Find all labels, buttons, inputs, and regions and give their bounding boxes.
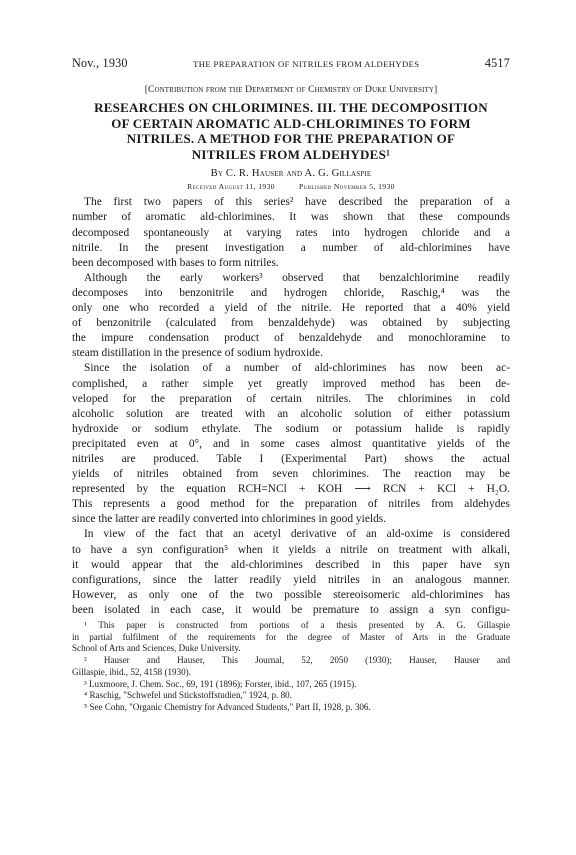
title-line: NITRILES. A METHOD FOR THE PREPARATION OF	[126, 131, 456, 147]
body-text	[72, 195, 510, 618]
text-line: only one who recorded a yield of the nitrile. He reported that a 40% yield	[72, 302, 510, 315]
byline: By C. R. Hauser and A. G. Gillaspie	[210, 168, 372, 180]
text-line: decomposes into benzonitrile and hydrogen chloride, Raschig,⁴ was the	[72, 286, 510, 299]
text-line: to have a syn configuration⁵ when it yields a nitrile on treatment with alkali,	[72, 543, 510, 556]
text-line: steam distillation in the presence of sodium hydroxide.	[72, 347, 323, 360]
page-number: 4517	[484, 56, 510, 70]
text-line: nitriles are produced. Table I (Experimental Part) shows the actual	[72, 452, 510, 465]
text-line: In view of the fact that an acetyl derivative of an ald-oxime is considered	[84, 528, 510, 541]
title-line: NITRILES FROM ALDEHYDES¹	[191, 146, 391, 162]
text-line: yields of nitriles obtained from seven chlorimines. The reaction may be	[72, 468, 510, 481]
text-line: veloped for the preparation of certain nitriles. The chlorimines in cold	[72, 392, 510, 405]
footnote	[72, 620, 510, 655]
text-line: the impure condensation product of benzaldehyde and monochloramine to	[72, 332, 510, 345]
footnote-line: ⁴ Raschig, "Schwefel und Stickstoffstudien," 1924, p. 80.	[84, 690, 292, 701]
title-line: OF CERTAIN AROMATIC ALD-CHLORIMINES TO FORM	[111, 115, 471, 131]
footnote	[72, 655, 510, 678]
text-line: since the latter are readily converted into chlorimines in good yields.	[72, 513, 387, 526]
footnote-line: in partial fulfilment of the requirements for the degree of Master of Arts in the Graduate	[72, 631, 510, 642]
text-line: been decomposed with bases to form nitriles.	[72, 256, 279, 269]
title-line: RESEARCHES ON CHLORIMINES. III. THE DECOMPOSITION	[94, 100, 488, 115]
department-line: [Contribution from the Department of Chemistry of Duke University]	[144, 84, 438, 95]
published-date: Published November 5, 1930	[299, 182, 395, 192]
text-line: it would appear that the ald-chlorimines described in this paper have syn	[72, 558, 510, 571]
text-line: Since the isolation of a number of ald-chlorimines has now been ac-	[84, 362, 510, 375]
received-date: Received August 11, 1930	[187, 182, 275, 192]
footnote-line: School of Arts and Sciences, Duke University.	[72, 643, 241, 654]
text-line: decomposed spontaneously at varying rates into hydrogen chloride and a	[72, 226, 510, 239]
text-line: This represents a good method for the preparation of nitriles from aldehydes	[72, 498, 510, 511]
text-line: configurations, since the latter readily yield nitriles in an analogous manner.	[72, 573, 510, 586]
footnote-line: Gillaspie, ibid., 52, 4158 (1930).	[72, 666, 191, 677]
text-line: nitrile. In the present investigation a number of ald-chlorimines have	[72, 241, 510, 254]
text-line: The first two papers of this series² have described the preparation of a	[84, 196, 510, 209]
footnote-line: ⁵ See Cohn, "Organic Chemistry for Advanced Students," Part II, 1928, p. 306.	[84, 701, 371, 712]
footnote	[72, 702, 510, 714]
footnote-line: ² Hauser and Hauser, This Journal, 52, 2050 (1930); Hauser, Hauser and	[84, 655, 510, 666]
footnote-line: ¹ This paper is constructed from portions of a thesis presented by A. G. Gillaspie	[84, 620, 510, 630]
dates-line	[72, 182, 510, 191]
paragraph	[72, 271, 510, 362]
text-line: number of aromatic ald-chlorimines. It was shown that these compounds	[72, 211, 510, 224]
issue-date: Nov., 1930	[72, 56, 128, 70]
footnotes	[72, 620, 510, 714]
paragraph	[72, 195, 510, 270]
paragraph	[72, 361, 510, 527]
journal-page	[72, 56, 510, 714]
text-line: of benzonitrile (calculated from benzaldehyde) was obtained by subjecting	[72, 317, 510, 330]
footnote	[72, 679, 510, 691]
text-line: Although the early workers³ observed that benzalchlorimine readily	[84, 271, 510, 284]
running-title: THE PREPARATION OF NITRILES FROM ALDEHYDES	[193, 59, 420, 69]
text-line: alcoholic solution are treated with an alcoholic solution of either potassium	[72, 407, 510, 420]
footnote	[72, 690, 510, 702]
text-line: complished, a rather simple yet greatly improved method has been de-	[72, 377, 510, 390]
text-line: precipitated even at 0°, and in some cases almost quantitative yields of the	[72, 437, 510, 450]
text-line: represented by the equation RCH=NCl + KOH ⟶ RCN + KCl + H₂O.	[72, 483, 510, 496]
text-line: However, as only one of the two possible stereoisomeric ald-chlorimines has	[72, 588, 510, 601]
text-line: been isolated in each case, it would be premature to assign a syn configu-	[72, 603, 510, 616]
running-head	[72, 56, 510, 71]
article-title	[68, 100, 514, 162]
text-line: hydroxide or sodium ethylate. The sodium or potassium halide is rapidly	[72, 422, 510, 435]
footnote-line: ³ Luxmoore, J. Chem. Soc., 69, 191 (1896); Forster, ibid., 107, 265 (1915).	[84, 678, 357, 689]
paragraph	[72, 527, 510, 618]
